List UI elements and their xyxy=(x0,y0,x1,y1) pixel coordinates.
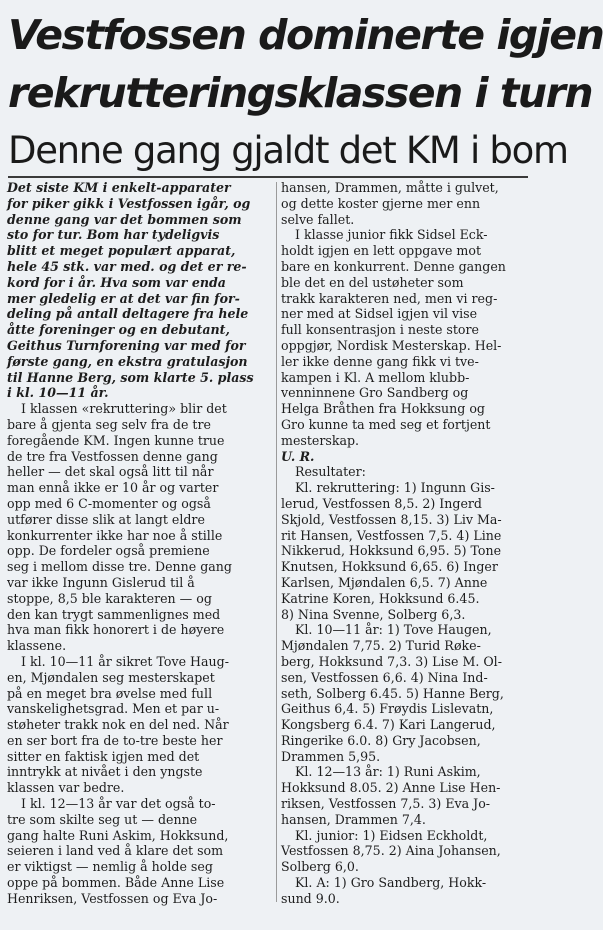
text-line: er viktigst — nemlig å holde seg xyxy=(7,859,213,875)
ingress-paragraph xyxy=(7,180,270,401)
text-line: man ennå ikke er 10 år og varter xyxy=(7,480,219,496)
results-heading: Resultater: xyxy=(295,464,366,480)
text-line: vanskelighetsgrad. Men et par u- xyxy=(7,701,220,717)
text-line: heller — det skal også litt til når xyxy=(7,464,214,480)
text-line: seieren i land ved å klare det som xyxy=(7,843,224,859)
text-line: oppe på bommen. Både Anne Lise xyxy=(7,875,225,891)
signature: U. R. xyxy=(281,448,315,464)
text-line: Gro kunne ta med seg et fortjent xyxy=(281,416,491,432)
headline-line-1: Vestfossen dominerte igjen xyxy=(8,11,603,59)
text-line: til Hanne Berg, som klarte 5. plass xyxy=(7,369,254,385)
text-line: Drammen 5,95. xyxy=(281,748,381,764)
body-paragraph xyxy=(7,654,270,796)
result-entry xyxy=(281,480,528,622)
results-list xyxy=(281,480,528,907)
text-line: den kan trygt sammenlignes med xyxy=(7,606,221,622)
text-line: var ikke Ingunn Gislerud til å xyxy=(7,574,195,590)
text-line: opp. De fordeler også premiene xyxy=(7,543,210,559)
text-line: kampen i Kl. A mellom klubb- xyxy=(281,369,470,385)
text-line: Kongsberg 6.4. 7) Kari Langerud, xyxy=(281,717,496,733)
text-line: sitter en faktisk igjen med det xyxy=(7,748,200,764)
text-line: Skjold, Vestfossen 8,15. 3) Liv Ma- xyxy=(281,511,502,527)
text-line: klassen var bedre. xyxy=(7,780,125,796)
text-line: hansen, Drammen 7,4. xyxy=(281,811,426,827)
text-line: Karlsen, Mjøndalen 6,5. 7) Anne xyxy=(281,574,488,590)
text-line: selve fallet. xyxy=(281,211,355,227)
text-line: Mjøndalen 7,75. 2) Turid Røke- xyxy=(281,638,481,654)
text-line: holdt igjen en lett oppgave mot xyxy=(281,243,482,259)
text-line: bare å gjenta seg selv fra de tre xyxy=(7,416,211,432)
text-line: Ringerike 6.0. 8) Gry Jacobsen, xyxy=(281,732,481,748)
text-line: rit Hansen, Vestfossen 7,5. 4) Line xyxy=(281,527,502,543)
text-line: ler ikke denne gang fikk vi tve- xyxy=(281,353,479,369)
result-entry xyxy=(281,764,528,827)
text-line: denne gang var det bommen som xyxy=(7,211,242,227)
text-line: berg, Hokksund 7,3. 3) Lise M. Ol- xyxy=(281,653,502,669)
text-line: lerud, Vestfossen 8,5. 2) Ingerd xyxy=(281,495,482,511)
text-line: sen, Vestfossen 6,6. 4) Nina Ind- xyxy=(281,669,488,685)
text-line: full konsentrasjon i neste store xyxy=(281,322,479,338)
text-line: inntrykk at nivået i den yngste xyxy=(7,764,203,780)
text-line: Kl. junior: 1) Eidsen Eckholdt, xyxy=(295,827,488,843)
text-line: sund 9.0. xyxy=(281,890,340,906)
text-line: Henriksen, Vestfossen og Eva Jo- xyxy=(7,890,218,906)
text-line: I kl. 10—11 år sikret Tove Haug- xyxy=(21,653,229,669)
text-line: Det siste KM i enkelt-apparater xyxy=(7,180,231,195)
text-line: Geithus Turnforening var med for xyxy=(7,337,246,353)
text-line: mesterskap. xyxy=(281,432,360,448)
text-line: Solberg 6,0. xyxy=(281,859,359,875)
text-line: på en meget bra øvelse med full xyxy=(7,685,213,701)
text-line: seth, Solberg 6.45. 5) Hanne Berg, xyxy=(281,685,504,701)
result-entry xyxy=(281,828,528,875)
text-line: oppgjør, Nordisk Mesterskap. Hel- xyxy=(281,337,502,353)
text-line: kord for i år. Hva som var enda xyxy=(7,274,226,290)
text-line: ble det en del ustøheter som xyxy=(281,274,464,290)
text-line: opp med 6 C-momenter og også xyxy=(7,495,211,511)
left-body xyxy=(7,401,270,907)
text-line: I klassen «rekruttering» blir det xyxy=(21,401,227,417)
text-line: en ser bort fra de to-tre beste her xyxy=(7,732,223,748)
text-line: Kl. 10—11 år: 1) Tove Haugen, xyxy=(295,622,492,638)
text-line: første gang, en ekstra gratulasjon xyxy=(7,353,248,369)
text-line: Kl. 12—13 år: 1) Runi Askim, xyxy=(295,764,481,780)
right-column xyxy=(281,180,528,907)
text-line: mer gledelig er at det var fin for- xyxy=(7,290,240,306)
text-line: I klasse junior fikk Sidsel Eck- xyxy=(295,227,488,243)
text-line: hansen, Drammen, måtte i gulvet, xyxy=(281,180,499,195)
text-line: tre som skilte seg ut — denne xyxy=(7,811,198,827)
text-line: de tre fra Vestfossen denne gang xyxy=(7,448,218,464)
text-line: Vestfossen 8,75. 2) Aina Johansen, xyxy=(281,843,501,859)
text-line: konkurrenter ikke har noe å stille xyxy=(7,527,223,543)
text-line: Katrine Koren, Hokksund 6.45. xyxy=(281,590,480,606)
text-line: en, Mjøndalen seg mesterskapet xyxy=(7,669,215,685)
text-line: Nikkerud, Hokksund 6,95. 5) Tone xyxy=(281,543,502,559)
text-line: venninnene Gro Sandberg og xyxy=(281,385,469,401)
text-line: riksen, Vestfossen 7,5. 3) Eva Jo- xyxy=(281,796,491,812)
text-line: deling på antall deltagere fra hele xyxy=(7,306,249,322)
text-line: ner med at Sidsel igjen vil vise xyxy=(281,306,478,322)
result-entry xyxy=(281,875,528,907)
text-line: Hokksund 8.05. 2) Anne Lise Hen- xyxy=(281,780,501,796)
text-line: åtte foreninger og en debutant, xyxy=(7,322,230,338)
text-line: utfører disse slik at langt eldre xyxy=(7,511,205,527)
right-body xyxy=(281,180,528,449)
body-paragraph xyxy=(7,796,270,907)
text-line: gang halte Runi Askim, Hokksund, xyxy=(7,827,229,843)
text-line: hele 45 stk. var med. og det er re- xyxy=(7,258,247,274)
text-line: sto for tur. Bom har tydeligvis xyxy=(7,227,220,243)
result-entry xyxy=(281,622,528,764)
text-line: bare en konkurrent. Denne gangen xyxy=(281,258,506,274)
text-line: Helga Bråthen fra Hokksung og xyxy=(281,401,485,417)
text-line: Kl. A: 1) Gro Sandberg, Hokk- xyxy=(295,875,487,891)
text-line: i kl. 10—11 år. xyxy=(7,385,109,401)
text-line: og dette koster gjerne mer enn xyxy=(281,195,481,211)
text-line: foregående KM. Ingen kunne true xyxy=(7,432,225,448)
text-line: seg i mellom disse tre. Denne gang xyxy=(7,559,232,575)
text-line: Geithus 6,4. 5) Frøydis Lislevatn, xyxy=(281,701,494,717)
text-line: I kl. 12—13 år var det også to- xyxy=(21,796,216,812)
headline xyxy=(8,6,603,122)
text-line: stoppe, 8,5 ble karakteren — og xyxy=(7,590,212,606)
header-rule xyxy=(8,176,528,178)
body-paragraph xyxy=(7,401,270,654)
subheadline: Denne gang gjaldt det KM i bom xyxy=(8,129,568,172)
text-line: for piker gikk i Vestfossen igår, og xyxy=(7,195,251,211)
text-line: støheter trakk nok en del ned. Når xyxy=(7,717,229,733)
headline-line-2: rekrutteringsklassen i turn xyxy=(8,69,593,117)
column-divider xyxy=(276,182,277,902)
text-line: blitt et meget populært apparat, xyxy=(7,243,236,259)
text-line: 8) Nina Svenne, Solberg 6,3. xyxy=(281,606,466,622)
text-line: trakk karakteren ned, men vi reg- xyxy=(281,290,498,306)
body-paragraph xyxy=(281,227,528,448)
text-line: hva man fikk honorert i de høyere xyxy=(7,622,225,638)
text-line: Knutsen, Hokksund 6,65. 6) Inger xyxy=(281,559,498,575)
text-line: klassene. xyxy=(7,638,67,654)
left-column xyxy=(7,180,270,907)
text-line: Kl. rekruttering: 1) Ingunn Gis- xyxy=(295,480,495,496)
body-paragraph xyxy=(281,180,528,227)
